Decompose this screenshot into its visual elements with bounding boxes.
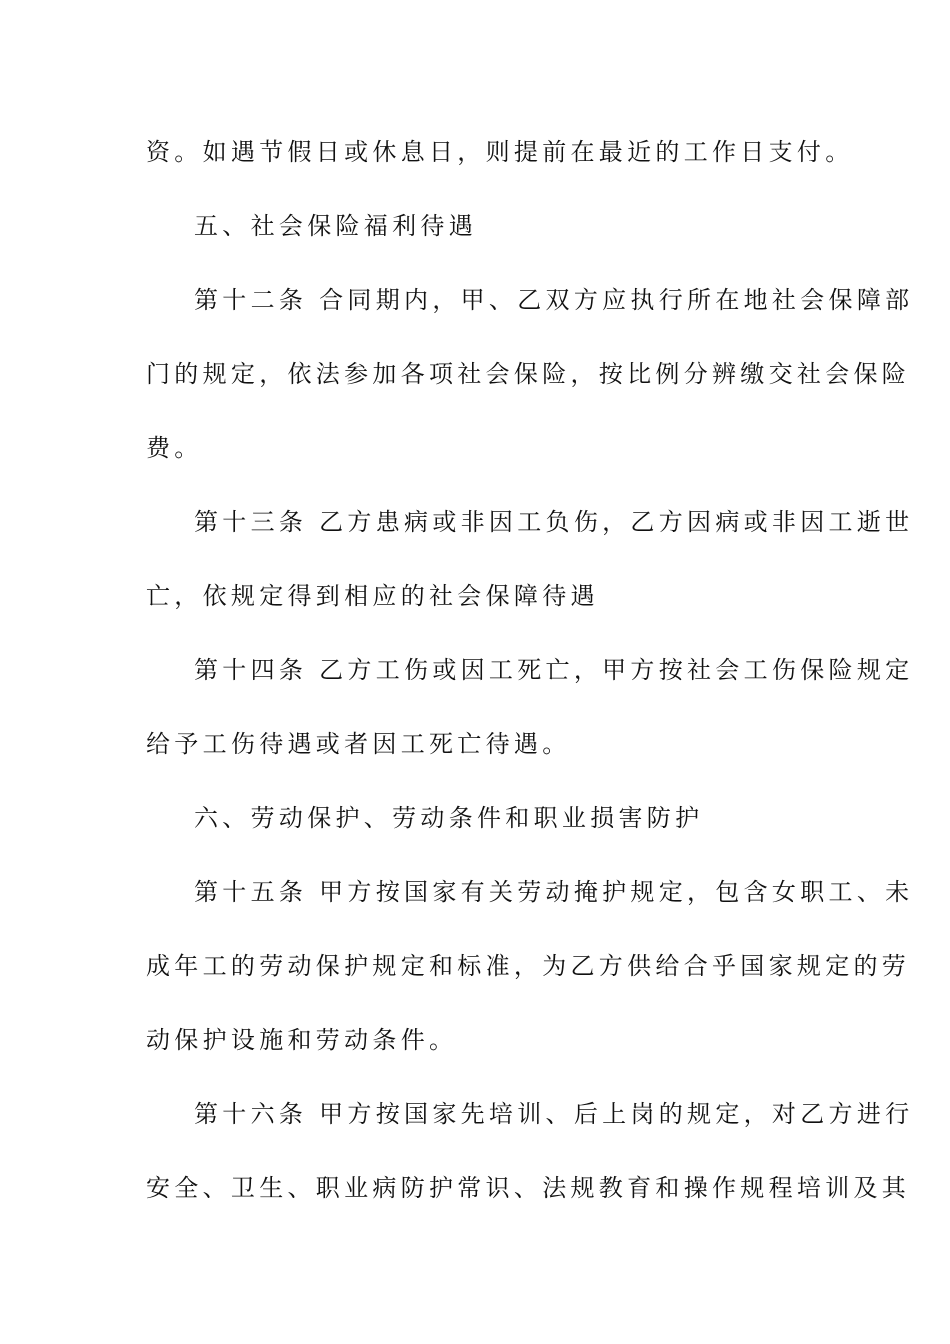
text-line: 费。 <box>146 434 203 462</box>
article-line: 第十三条 乙方患病或非因工负伤，乙方因病或非因工逝世 <box>194 508 914 536</box>
text-line: 给予工伤待遇或者因工死亡待遇。 <box>146 730 571 758</box>
article-line: 第十二条 合同期内，甲、乙双方应执行所在地社会保障部 <box>194 286 914 314</box>
text-line: 安全、卫生、职业病防护常识、法规教育和操作规程培训及其 <box>146 1174 911 1202</box>
article-line: 第十六条 甲方按国家先培训、后上岗的规定，对乙方进行 <box>194 1100 914 1128</box>
article-line: 第十四条 乙方工伤或因工死亡，甲方按社会工伤保险规定 <box>194 656 914 684</box>
text-line: 亡，依规定得到相应的社会保障待遇 <box>146 582 599 610</box>
text-line: 门的规定，依法参加各项社会保险，按比例分辨缴交社会保险 <box>146 360 911 388</box>
text-line: 成年工的劳动保护规定和标准，为乙方供给合乎国家规定的劳 <box>146 952 911 980</box>
section-heading: 五、社会保险福利待遇 <box>194 212 477 240</box>
text-line: 资。如遇节假日或休息日，则提前在最近的工作日支付。 <box>146 138 854 166</box>
article-line: 第十五条 甲方按国家有关劳动掩护规定，包含女职工、未 <box>194 878 914 906</box>
section-heading: 六、劳动保护、劳动条件和职业损害防护 <box>194 804 704 832</box>
text-line: 动保护设施和劳动条件。 <box>146 1026 458 1054</box>
